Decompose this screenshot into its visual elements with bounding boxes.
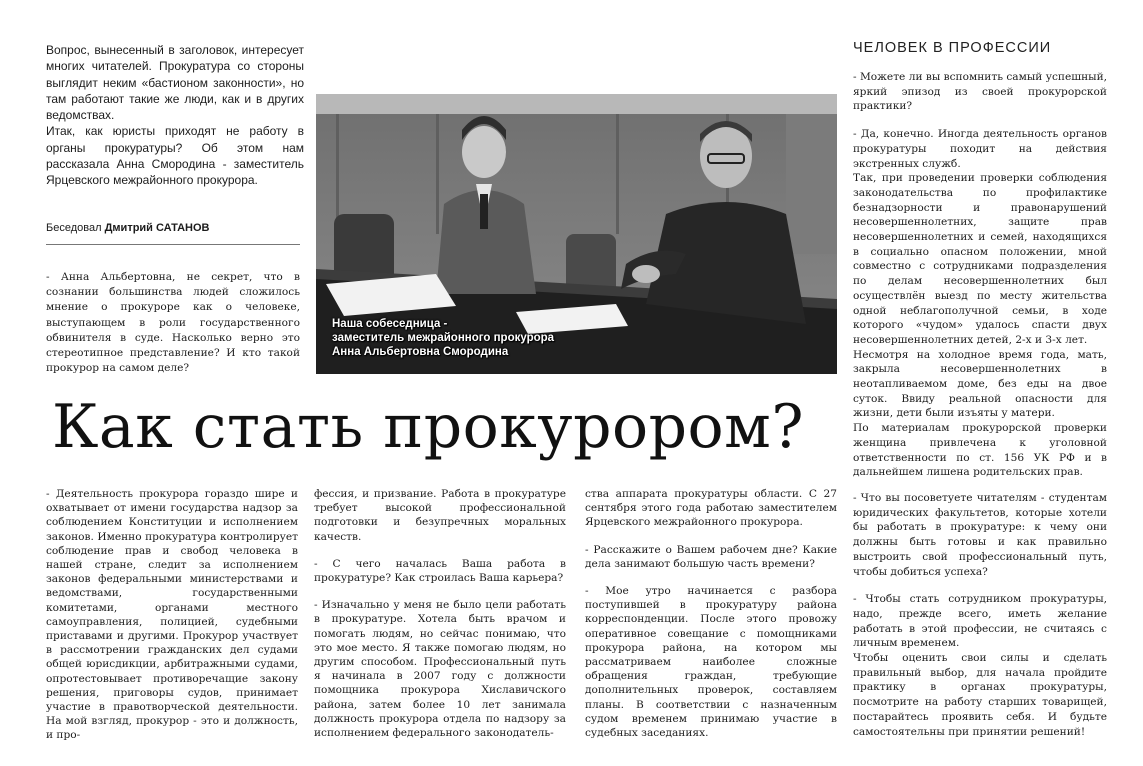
photo-caption-line: Наша собеседница - (332, 318, 448, 330)
byline (46, 222, 302, 234)
interview-answer: - Да, конечно. Иногда деятельность органов прокуратуры походит на действия экстренных служб. (853, 128, 1107, 170)
byline-label: Беседовал (46, 222, 102, 234)
interview-question: - Анна Альбертовна, не секрет, что в сознании большинства людей сложилось мнение о прокуроре как о человеке, выступающем в роли государственного обвинителя в суде. Насколько верно это стереотипное представление? И кто такой прокурор на самом деле? (46, 271, 300, 375)
intro-paragraph: Вопрос, вынесенный в заголовок, интересует многих читателей. Прокуратура со стороны выглядит неким «бастионом законности», но там работают такие же люди, как и в других ведомствах. (46, 43, 304, 123)
interview-answer: Несмотря на холодное время года, мать, закрыла несовершеннолетних в неотапливаемом доме, без еды на двое суток. Ввиду реальной опасности для жизни, дети были изъяты у матери. (853, 348, 1107, 420)
interview-answer: Чтобы оценить свои силы и сделать правильный выбор, для начала пройдите практику в органах прокуратуры, посмотрите на работу старших товарищей, постарайтесь проявить себя. И будьте самостоятельны при принятии решений! (853, 652, 1107, 738)
interview-answer: - Мое утро начинается с разбора поступившей в прокуратуру района корреспонденции. После этого провожу оперативное совещание с помощниками прокурора района, на котором мы рассматриваем наиболее сложные обращения граждан, требующие дополнительных проверок, составляем планы. В соответствии с назначенным судом временем принимаю участие в судебных заседаниях. (585, 585, 837, 740)
interview-answer: Так, при проведении проверки соблюдения законодательства по профилактике безнадзорности и правонарушений несовершеннолетних, защите прав несовершеннолетних и семей, находящихся в социально опасном положении, мной совместно с сотрудниками подразделения по делам несовершеннолетних был осуществлён выезд по месту жительства одной неблагополучной семьи, в ходе которого «чудом» удалось спасти двух несовершеннолетних детей, 2-х и 3-х лет. (853, 172, 1107, 346)
text-column-2 (314, 487, 566, 740)
interview-answer: фессия, и призвание. Работа в прокуратуре требует высокой профессиональной подготовки и безупречных моральных качеств. (314, 488, 566, 543)
interview-answer: - Чтобы стать сотрудником прокуратуры, надо, прежде всего, иметь желание работать в этой профессии, не считаясь с личным временем. (853, 593, 1107, 650)
intro-text (46, 42, 304, 189)
interview-answer: ства аппарата прокуратуры области. С 27 сентября этого года работаю заместителем Ярцевского межрайонного прокурора. (585, 488, 837, 529)
article-headline: Как стать прокурором? (52, 392, 805, 462)
right-column-lower (853, 491, 1107, 739)
photo-caption-line: Анна Альбертовна Смородина (332, 346, 509, 358)
interview-question: - Что вы посоветуете читателям - студентам юридических факультетов, которые хотели бы работать в прокуратуре: к чему они должны быть готовы и как правильно выстроить свой профессиональный путь, чтобы добиться успеха? (853, 492, 1107, 578)
photo-caption (332, 317, 632, 359)
interview-answer: По материалам прокурорской проверки женщина привлечена к уголовной ответственности по ст. 156 УК РФ и в дальнейшем лишена родительских прав. (853, 422, 1107, 479)
right-column (853, 70, 1107, 480)
byline-author: Дмитрий САТАНОВ (104, 222, 210, 234)
section-label: ЧЕЛОВЕК В ПРОФЕССИИ (853, 40, 1052, 56)
intro-paragraph: Итак, как юристы приходят не работу в органы прокуратуры? Об этом нам рассказала Анна Смородина - заместитель Ярцевского межрайонного прокурора. (46, 124, 304, 188)
divider (46, 244, 300, 245)
interview-answer: - Изначально у меня не было цели работать в прокуратуре. Хотела быть врачом и помогать людям, но сейчас понимаю, что это мое место. Я также помогаю людям, но другим способом. Профессиональный путь я начинала в 2007 году с должности помощника прокурора Хиславичского района, затем более 10 лет занимала должность прокурора отдела по надзору за исполнением федерального законодатель- (314, 599, 566, 740)
interview-answer: - Деятельность прокурора гораздо шире и охватывает от имени государства надзор за соблюдением Конституции и исполнением законов. Именно прокуратура контролирует соблюдение прав и свобод человека в нашей стране, следит за исполнением законов федеральными министерствами и ведомствами, государственными комитетами, органами местного самоуправления, полицией, судебными приставами и другими. Прокурор участвует в рассмотрении гражданских дел судами общей юрисдикции, арбитражными судами, опротестовывает противоречащие закону решения, приговоры судов, принимает участие в правотворческой деятельности. На мой взгляд, прокурор - это и должность, и про- (46, 488, 298, 742)
interview-question: - Расскажите о Вашем рабочем дне? Какие дела занимают большую часть времени? (585, 543, 837, 570)
text-column-1 (46, 487, 298, 743)
interview-question: - Можете ли вы вспомнить самый успешный, яркий эпизод из своей прокурорской практики? (853, 71, 1107, 113)
interview-question: - С чего началась Ваша работа в прокуратуре? Как строилась Ваша карьера? (314, 557, 566, 585)
text-column-3 (585, 487, 837, 740)
photo-caption-line: заместитель межрайонного прокурора (332, 332, 555, 344)
